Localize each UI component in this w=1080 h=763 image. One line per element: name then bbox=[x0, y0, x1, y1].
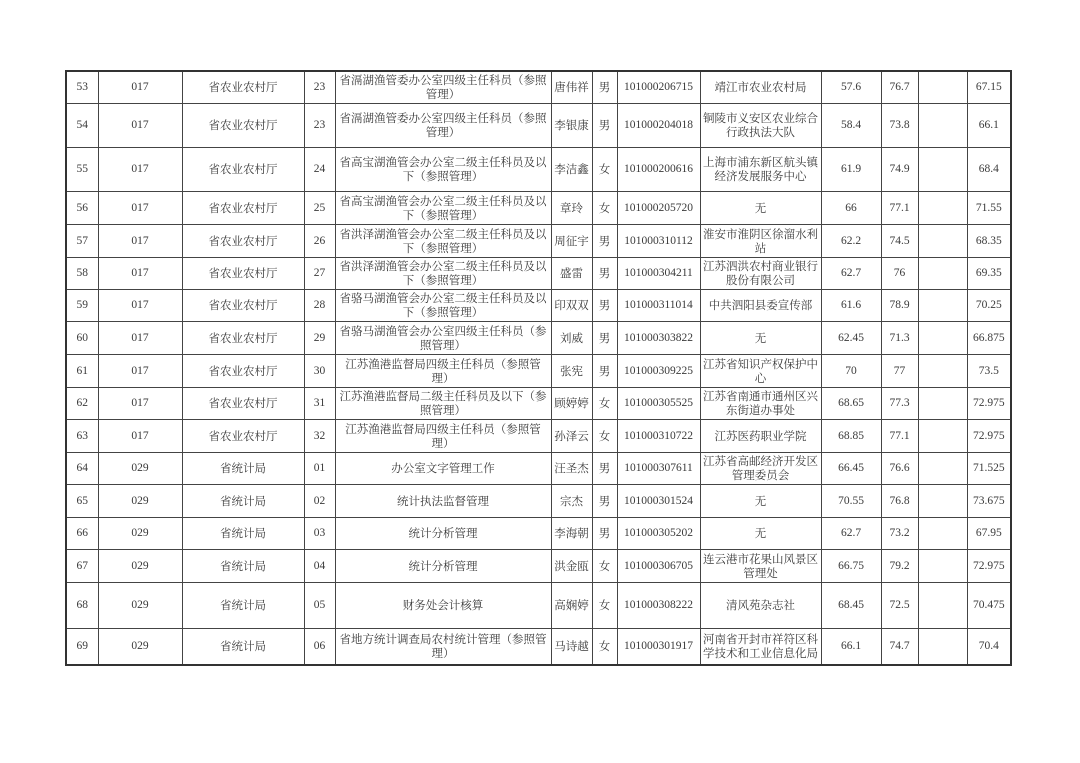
candidate-name-cell: 刘威 bbox=[551, 321, 592, 354]
table-row bbox=[66, 484, 1011, 517]
exam-id-cell: 101000308222 bbox=[617, 582, 700, 628]
candidate-name-cell: 宗杰 bbox=[551, 484, 592, 517]
extra-score-cell bbox=[918, 191, 967, 224]
table-row bbox=[66, 321, 1011, 354]
position-name-cell: 统计分析管理 bbox=[335, 517, 551, 549]
extra-score-cell bbox=[918, 354, 967, 387]
position-code-cell: 05 bbox=[304, 582, 335, 628]
dept-code-cell: 029 bbox=[98, 582, 182, 628]
table-row bbox=[66, 224, 1011, 257]
written-score-cell: 57.6 bbox=[821, 71, 881, 103]
position-code-cell: 26 bbox=[304, 224, 335, 257]
dept-code-cell: 017 bbox=[98, 289, 182, 321]
position-name-cell: 江苏渔港监督局四级主任科员（参照管理） bbox=[335, 354, 551, 387]
exam-id-cell: 101000301524 bbox=[617, 484, 700, 517]
gender-cell: 女 bbox=[592, 147, 617, 191]
position-code-cell: 25 bbox=[304, 191, 335, 224]
exam-id-cell: 101000307611 bbox=[617, 452, 700, 484]
candidate-name-cell: 李海朝 bbox=[551, 517, 592, 549]
candidate-name-cell: 张宪 bbox=[551, 354, 592, 387]
written-score-cell: 70.55 bbox=[821, 484, 881, 517]
workplace-cell: 无 bbox=[700, 484, 821, 517]
interview-score-cell: 76.6 bbox=[881, 452, 918, 484]
total-score-cell: 68.4 bbox=[967, 147, 1011, 191]
written-score-cell: 62.7 bbox=[821, 257, 881, 289]
seq-cell: 62 bbox=[66, 387, 98, 419]
written-score-cell: 62.7 bbox=[821, 517, 881, 549]
position-code-cell: 23 bbox=[304, 71, 335, 103]
dept-code-cell: 029 bbox=[98, 452, 182, 484]
interview-score-cell: 73.2 bbox=[881, 517, 918, 549]
position-name-cell: 江苏渔港监督局二级主任科员及以下（参照管理） bbox=[335, 387, 551, 419]
exam-id-cell: 101000204018 bbox=[617, 103, 700, 147]
candidate-name-cell: 孙泽云 bbox=[551, 419, 592, 452]
workplace-cell: 无 bbox=[700, 517, 821, 549]
gender-cell: 男 bbox=[592, 103, 617, 147]
dept-code-cell: 017 bbox=[98, 147, 182, 191]
position-code-cell: 29 bbox=[304, 321, 335, 354]
extra-score-cell bbox=[918, 419, 967, 452]
candidate-name-cell: 汪圣杰 bbox=[551, 452, 592, 484]
department-cell: 省农业农村厅 bbox=[182, 387, 304, 419]
extra-score-cell bbox=[918, 582, 967, 628]
dept-code-cell: 029 bbox=[98, 484, 182, 517]
seq-cell: 57 bbox=[66, 224, 98, 257]
seq-cell: 53 bbox=[66, 71, 98, 103]
exam-id-cell: 101000306705 bbox=[617, 549, 700, 582]
workplace-cell: 靖江市农业农村局 bbox=[700, 71, 821, 103]
position-name-cell: 省滆湖渔管委办公室四级主任科员（参照管理） bbox=[335, 103, 551, 147]
department-cell: 省农业农村厅 bbox=[182, 257, 304, 289]
position-name-cell: 省骆马湖渔管会办公室四级主任科员（参照管理） bbox=[335, 321, 551, 354]
dept-code-cell: 017 bbox=[98, 224, 182, 257]
candidate-name-cell: 盛雷 bbox=[551, 257, 592, 289]
interview-score-cell: 79.2 bbox=[881, 549, 918, 582]
table-row bbox=[66, 354, 1011, 387]
department-cell: 省统计局 bbox=[182, 517, 304, 549]
table-row bbox=[66, 419, 1011, 452]
written-score-cell: 68.45 bbox=[821, 582, 881, 628]
total-score-cell: 71.525 bbox=[967, 452, 1011, 484]
position-code-cell: 31 bbox=[304, 387, 335, 419]
workplace-cell: 无 bbox=[700, 321, 821, 354]
total-score-cell: 72.975 bbox=[967, 387, 1011, 419]
seq-cell: 65 bbox=[66, 484, 98, 517]
department-cell: 省统计局 bbox=[182, 628, 304, 665]
exam-id-cell: 101000310722 bbox=[617, 419, 700, 452]
total-score-cell: 72.975 bbox=[967, 419, 1011, 452]
dept-code-cell: 017 bbox=[98, 103, 182, 147]
written-score-cell: 66 bbox=[821, 191, 881, 224]
interview-score-cell: 76.8 bbox=[881, 484, 918, 517]
dept-code-cell: 029 bbox=[98, 628, 182, 665]
table-row bbox=[66, 103, 1011, 147]
gender-cell: 女 bbox=[592, 628, 617, 665]
seq-cell: 68 bbox=[66, 582, 98, 628]
candidate-name-cell: 马诗越 bbox=[551, 628, 592, 665]
dept-code-cell: 017 bbox=[98, 354, 182, 387]
seq-cell: 67 bbox=[66, 549, 98, 582]
total-score-cell: 70.475 bbox=[967, 582, 1011, 628]
extra-score-cell bbox=[918, 289, 967, 321]
written-score-cell: 62.45 bbox=[821, 321, 881, 354]
extra-score-cell bbox=[918, 257, 967, 289]
extra-score-cell bbox=[918, 103, 967, 147]
workplace-cell: 清风苑杂志社 bbox=[700, 582, 821, 628]
exam-id-cell: 101000305525 bbox=[617, 387, 700, 419]
position-name-cell: 省洪泽湖渔管会办公室二级主任科员及以下（参照管理） bbox=[335, 257, 551, 289]
extra-score-cell bbox=[918, 549, 967, 582]
interview-score-cell: 74.9 bbox=[881, 147, 918, 191]
position-code-cell: 24 bbox=[304, 147, 335, 191]
total-score-cell: 73.675 bbox=[967, 484, 1011, 517]
total-score-cell: 67.15 bbox=[967, 71, 1011, 103]
extra-score-cell bbox=[918, 71, 967, 103]
table-row bbox=[66, 257, 1011, 289]
written-score-cell: 61.9 bbox=[821, 147, 881, 191]
workplace-cell: 江苏泗洪农村商业银行股份有限公司 bbox=[700, 257, 821, 289]
table-body bbox=[66, 71, 1011, 665]
position-name-cell: 省地方统计调查局农村统计管理（参照管理） bbox=[335, 628, 551, 665]
gender-cell: 女 bbox=[592, 549, 617, 582]
department-cell: 省农业农村厅 bbox=[182, 147, 304, 191]
interview-score-cell: 74.5 bbox=[881, 224, 918, 257]
department-cell: 省统计局 bbox=[182, 452, 304, 484]
interview-score-cell: 71.3 bbox=[881, 321, 918, 354]
candidate-name-cell: 李洁鑫 bbox=[551, 147, 592, 191]
exam-id-cell: 101000304211 bbox=[617, 257, 700, 289]
department-cell: 省农业农村厅 bbox=[182, 71, 304, 103]
exam-id-cell: 101000205720 bbox=[617, 191, 700, 224]
dept-code-cell: 017 bbox=[98, 257, 182, 289]
extra-score-cell bbox=[918, 517, 967, 549]
exam-id-cell: 101000311014 bbox=[617, 289, 700, 321]
interview-score-cell: 78.9 bbox=[881, 289, 918, 321]
dept-code-cell: 017 bbox=[98, 321, 182, 354]
total-score-cell: 67.95 bbox=[967, 517, 1011, 549]
gender-cell: 女 bbox=[592, 582, 617, 628]
department-cell: 省农业农村厅 bbox=[182, 103, 304, 147]
total-score-cell: 71.55 bbox=[967, 191, 1011, 224]
workplace-cell: 中共泗阳县委宣传部 bbox=[700, 289, 821, 321]
position-name-cell: 办公室文字管理工作 bbox=[335, 452, 551, 484]
extra-score-cell bbox=[918, 484, 967, 517]
department-cell: 省农业农村厅 bbox=[182, 191, 304, 224]
exam-id-cell: 101000309225 bbox=[617, 354, 700, 387]
dept-code-cell: 017 bbox=[98, 71, 182, 103]
dept-code-cell: 017 bbox=[98, 387, 182, 419]
department-cell: 省统计局 bbox=[182, 549, 304, 582]
position-name-cell: 统计分析管理 bbox=[335, 549, 551, 582]
results-table bbox=[65, 70, 1012, 666]
candidate-name-cell: 顾婷婷 bbox=[551, 387, 592, 419]
seq-cell: 59 bbox=[66, 289, 98, 321]
seq-cell: 69 bbox=[66, 628, 98, 665]
interview-score-cell: 76 bbox=[881, 257, 918, 289]
table-row bbox=[66, 517, 1011, 549]
workplace-cell: 铜陵市义安区农业综合行政执法大队 bbox=[700, 103, 821, 147]
candidate-name-cell: 章玲 bbox=[551, 191, 592, 224]
table-row bbox=[66, 147, 1011, 191]
gender-cell: 男 bbox=[592, 257, 617, 289]
gender-cell: 男 bbox=[592, 289, 617, 321]
seq-cell: 55 bbox=[66, 147, 98, 191]
position-code-cell: 27 bbox=[304, 257, 335, 289]
table-row bbox=[66, 387, 1011, 419]
exam-id-cell: 101000305202 bbox=[617, 517, 700, 549]
written-score-cell: 66.75 bbox=[821, 549, 881, 582]
written-score-cell: 68.65 bbox=[821, 387, 881, 419]
position-name-cell: 统计执法监督管理 bbox=[335, 484, 551, 517]
exam-id-cell: 101000310112 bbox=[617, 224, 700, 257]
candidate-name-cell: 唐伟祥 bbox=[551, 71, 592, 103]
seq-cell: 60 bbox=[66, 321, 98, 354]
gender-cell: 男 bbox=[592, 321, 617, 354]
workplace-cell: 连云港市花果山风景区管理处 bbox=[700, 549, 821, 582]
position-code-cell: 23 bbox=[304, 103, 335, 147]
position-code-cell: 04 bbox=[304, 549, 335, 582]
position-name-cell: 财务处会计核算 bbox=[335, 582, 551, 628]
gender-cell: 男 bbox=[592, 224, 617, 257]
position-name-cell: 省滆湖渔管委办公室四级主任科员（参照管理） bbox=[335, 71, 551, 103]
interview-score-cell: 72.5 bbox=[881, 582, 918, 628]
gender-cell: 女 bbox=[592, 419, 617, 452]
total-score-cell: 68.35 bbox=[967, 224, 1011, 257]
total-score-cell: 69.35 bbox=[967, 257, 1011, 289]
exam-id-cell: 101000303822 bbox=[617, 321, 700, 354]
seq-cell: 66 bbox=[66, 517, 98, 549]
interview-score-cell: 74.7 bbox=[881, 628, 918, 665]
table-row bbox=[66, 628, 1011, 665]
written-score-cell: 61.6 bbox=[821, 289, 881, 321]
table-row bbox=[66, 289, 1011, 321]
workplace-cell: 河南省开封市祥符区科学技术和工业信息化局 bbox=[700, 628, 821, 665]
workplace-cell: 江苏医药职业学院 bbox=[700, 419, 821, 452]
interview-score-cell: 76.7 bbox=[881, 71, 918, 103]
dept-code-cell: 029 bbox=[98, 517, 182, 549]
gender-cell: 女 bbox=[592, 387, 617, 419]
gender-cell: 男 bbox=[592, 71, 617, 103]
position-code-cell: 01 bbox=[304, 452, 335, 484]
candidate-name-cell: 李银康 bbox=[551, 103, 592, 147]
table-row bbox=[66, 191, 1011, 224]
seq-cell: 58 bbox=[66, 257, 98, 289]
position-name-cell: 省高宝湖渔管会办公室二级主任科员及以下（参照管理） bbox=[335, 147, 551, 191]
interview-score-cell: 77.1 bbox=[881, 419, 918, 452]
dept-code-cell: 017 bbox=[98, 191, 182, 224]
written-score-cell: 58.4 bbox=[821, 103, 881, 147]
position-code-cell: 28 bbox=[304, 289, 335, 321]
interview-score-cell: 77.1 bbox=[881, 191, 918, 224]
extra-score-cell bbox=[918, 628, 967, 665]
workplace-cell: 江苏省南通市通州区兴东街道办事处 bbox=[700, 387, 821, 419]
candidate-name-cell: 周征宇 bbox=[551, 224, 592, 257]
dept-code-cell: 017 bbox=[98, 419, 182, 452]
table-row bbox=[66, 582, 1011, 628]
department-cell: 省农业农村厅 bbox=[182, 321, 304, 354]
workplace-cell: 淮安市淮阴区徐溜水利站 bbox=[700, 224, 821, 257]
department-cell: 省农业农村厅 bbox=[182, 354, 304, 387]
written-score-cell: 66.1 bbox=[821, 628, 881, 665]
gender-cell: 女 bbox=[592, 191, 617, 224]
seq-cell: 63 bbox=[66, 419, 98, 452]
total-score-cell: 73.5 bbox=[967, 354, 1011, 387]
position-code-cell: 30 bbox=[304, 354, 335, 387]
exam-id-cell: 101000206715 bbox=[617, 71, 700, 103]
seq-cell: 54 bbox=[66, 103, 98, 147]
exam-id-cell: 101000200616 bbox=[617, 147, 700, 191]
position-code-cell: 32 bbox=[304, 419, 335, 452]
workplace-cell: 江苏省知识产权保护中心 bbox=[700, 354, 821, 387]
table-row bbox=[66, 452, 1011, 484]
gender-cell: 男 bbox=[592, 484, 617, 517]
position-code-cell: 03 bbox=[304, 517, 335, 549]
table-row bbox=[66, 71, 1011, 103]
written-score-cell: 62.2 bbox=[821, 224, 881, 257]
department-cell: 省农业农村厅 bbox=[182, 289, 304, 321]
department-cell: 省统计局 bbox=[182, 484, 304, 517]
workplace-cell: 江苏省高邮经济开发区管理委员会 bbox=[700, 452, 821, 484]
position-name-cell: 省骆马湖渔管会办公室二级主任科员及以下（参照管理） bbox=[335, 289, 551, 321]
department-cell: 省农业农村厅 bbox=[182, 419, 304, 452]
extra-score-cell bbox=[918, 147, 967, 191]
total-score-cell: 72.975 bbox=[967, 549, 1011, 582]
written-score-cell: 70 bbox=[821, 354, 881, 387]
extra-score-cell bbox=[918, 224, 967, 257]
total-score-cell: 66.875 bbox=[967, 321, 1011, 354]
interview-score-cell: 77.3 bbox=[881, 387, 918, 419]
position-code-cell: 02 bbox=[304, 484, 335, 517]
total-score-cell: 70.4 bbox=[967, 628, 1011, 665]
department-cell: 省农业农村厅 bbox=[182, 224, 304, 257]
table-row bbox=[66, 549, 1011, 582]
position-name-cell: 省高宝湖渔管会办公室二级主任科员及以下（参照管理） bbox=[335, 191, 551, 224]
seq-cell: 56 bbox=[66, 191, 98, 224]
position-code-cell: 06 bbox=[304, 628, 335, 665]
total-score-cell: 70.25 bbox=[967, 289, 1011, 321]
extra-score-cell bbox=[918, 321, 967, 354]
workplace-cell: 无 bbox=[700, 191, 821, 224]
candidate-name-cell: 印双双 bbox=[551, 289, 592, 321]
candidate-name-cell: 高娴婷 bbox=[551, 582, 592, 628]
total-score-cell: 66.1 bbox=[967, 103, 1011, 147]
workplace-cell: 上海市浦东新区航头镇经济发展服务中心 bbox=[700, 147, 821, 191]
interview-score-cell: 73.8 bbox=[881, 103, 918, 147]
gender-cell: 男 bbox=[592, 452, 617, 484]
gender-cell: 男 bbox=[592, 517, 617, 549]
extra-score-cell bbox=[918, 387, 967, 419]
exam-id-cell: 101000301917 bbox=[617, 628, 700, 665]
position-name-cell: 省洪泽湖渔管会办公室二级主任科员及以下（参照管理） bbox=[335, 224, 551, 257]
written-score-cell: 66.45 bbox=[821, 452, 881, 484]
position-name-cell: 江苏渔港监督局四级主任科员（参照管理） bbox=[335, 419, 551, 452]
dept-code-cell: 029 bbox=[98, 549, 182, 582]
seq-cell: 61 bbox=[66, 354, 98, 387]
seq-cell: 64 bbox=[66, 452, 98, 484]
department-cell: 省统计局 bbox=[182, 582, 304, 628]
extra-score-cell bbox=[918, 452, 967, 484]
interview-score-cell: 77 bbox=[881, 354, 918, 387]
candidate-name-cell: 洪金瓯 bbox=[551, 549, 592, 582]
written-score-cell: 68.85 bbox=[821, 419, 881, 452]
gender-cell: 男 bbox=[592, 354, 617, 387]
